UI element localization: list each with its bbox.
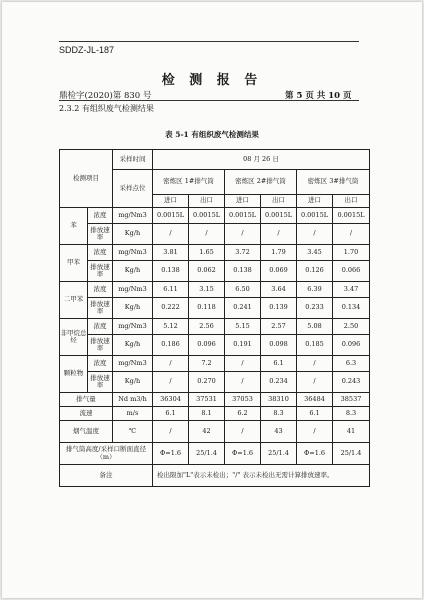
value-cell: 36304 — [153, 393, 189, 407]
value-cell: 5.12 — [153, 319, 189, 335]
unit-cell: Kg/h — [113, 261, 153, 282]
remark-text: 检出限加"L"表示未检出；"/" 表示未检出无需计算排放速率。 — [153, 465, 370, 487]
value-cell: 6.1 — [153, 407, 189, 421]
header-point: 采样点位 — [113, 170, 153, 208]
value-cell: 0.096 — [189, 335, 225, 356]
table-caption: 表 5-1 有组织废气检测结果 — [165, 130, 259, 139]
metric-label: 排放速率 — [88, 224, 113, 245]
value-cell: 0.243 — [333, 372, 370, 393]
metric-label: 排放速率 — [88, 372, 113, 393]
value-cell: / — [297, 372, 333, 393]
value-cell: 6.1 — [261, 356, 297, 372]
value-cell: / — [225, 372, 261, 393]
value-cell: 6.39 — [297, 282, 333, 298]
value-cell: 38310 — [261, 393, 297, 407]
section-heading: 2.3.2 有组织废气检测结果 — [59, 104, 154, 113]
value-cell: 0.222 — [153, 298, 189, 319]
value-cell: 6.3 — [333, 356, 370, 372]
value-cell: Φ=1.6 — [297, 443, 333, 465]
header-io: 出口 — [261, 195, 297, 208]
value-cell: 0.0015L — [297, 208, 333, 224]
table-row — [60, 421, 370, 443]
header-item: 检测项目 — [60, 150, 113, 208]
value-cell: 3.15 — [189, 282, 225, 298]
extra-label: 排气量 — [60, 393, 113, 407]
table-row — [60, 407, 370, 421]
report-title: 检 测 报 告 — [161, 73, 263, 88]
value-cell: 25/1.4 — [333, 443, 370, 465]
value-cell: 6.1 — [297, 407, 333, 421]
value-cell: 0.096 — [333, 335, 370, 356]
value-cell: / — [189, 224, 225, 245]
table-row — [60, 443, 370, 465]
unit-cell: Nd m3/h — [113, 393, 153, 407]
extra-label: 烟气温度 — [60, 421, 113, 443]
remark-label: 备注 — [60, 465, 153, 487]
header-io: 进口 — [153, 195, 189, 208]
header-zone-1: 密炼区 1#排气筒 — [153, 170, 225, 195]
value-cell: 2.56 — [189, 319, 225, 335]
value-cell: 0.138 — [225, 261, 261, 282]
value-cell: 0.0015L — [225, 208, 261, 224]
unit-cell: Kg/h — [113, 372, 153, 393]
value-cell: 25/1.4 — [189, 443, 225, 465]
value-cell: Φ=1.6 — [153, 443, 189, 465]
value-cell: / — [297, 356, 333, 372]
value-cell: 0.138 — [153, 261, 189, 282]
header-time: 采样时间 — [113, 150, 153, 170]
metric-label: 浓度 — [88, 245, 113, 261]
report-number: 鼎检字(2020)第 830 号 — [59, 91, 152, 101]
value-cell: 0.118 — [189, 298, 225, 319]
value-cell: / — [333, 224, 370, 245]
value-cell: 6.50 — [225, 282, 261, 298]
header-zone-2: 密炼区 2#排气筒 — [225, 170, 297, 195]
header-io: 进口 — [297, 195, 333, 208]
results-table — [59, 149, 370, 487]
value-cell: 3.81 — [153, 245, 189, 261]
table-row — [60, 335, 370, 356]
value-cell: 5.15 — [225, 319, 261, 335]
results-table-body — [60, 150, 370, 487]
extra-label: 流速 — [60, 407, 113, 421]
value-cell: Φ=1.6 — [225, 443, 261, 465]
table-row — [60, 224, 370, 245]
value-cell: / — [153, 224, 189, 245]
unit-cell: Kg/h — [113, 335, 153, 356]
unit-cell: m/s — [113, 407, 153, 421]
metric-label: 浓度 — [88, 208, 113, 224]
metric-label: 排放速率 — [88, 335, 113, 356]
table-row — [60, 261, 370, 282]
value-cell: 0.0015L — [189, 208, 225, 224]
pollutant-name: 甲苯 — [60, 245, 88, 282]
metric-label: 排放速率 — [88, 298, 113, 319]
table-row — [60, 356, 370, 372]
unit-cell: mg/Nm3 — [113, 319, 153, 335]
unit-cell: ℃ — [113, 421, 153, 443]
table-row — [60, 208, 370, 224]
pollutant-name: 非甲烷总烃 — [60, 319, 88, 356]
value-cell: / — [153, 372, 189, 393]
value-cell: 8.3 — [333, 407, 370, 421]
value-cell: 6.11 — [153, 282, 189, 298]
value-cell: 1.70 — [333, 245, 370, 261]
value-cell: 0.139 — [261, 298, 297, 319]
table-row — [60, 245, 370, 261]
value-cell: 0.134 — [333, 298, 370, 319]
unit-cell: Kg/h — [113, 298, 153, 319]
page-info: 第 5 页 共 10 页 — [285, 91, 352, 101]
value-cell: 0.241 — [225, 298, 261, 319]
table-row — [60, 282, 370, 298]
value-cell: / — [153, 421, 189, 443]
value-cell: / — [297, 224, 333, 245]
value-cell: 38537 — [333, 393, 370, 407]
value-cell: 7.2 — [189, 356, 225, 372]
value-cell: 2.50 — [333, 319, 370, 335]
value-cell: 37053 — [225, 393, 261, 407]
value-cell: 3.45 — [297, 245, 333, 261]
value-cell: / — [225, 224, 261, 245]
value-cell: 0.0015L — [261, 208, 297, 224]
header-zone-3: 密炼区 3#排气筒 — [297, 170, 370, 195]
value-cell: 0.234 — [261, 372, 297, 393]
value-cell: 0.062 — [189, 261, 225, 282]
title-rule — [59, 100, 359, 101]
table-row — [60, 393, 370, 407]
table-row — [60, 372, 370, 393]
value-cell: 0.233 — [297, 298, 333, 319]
header-io: 出口 — [333, 195, 370, 208]
report-page — [2, 2, 422, 598]
header-io: 出口 — [189, 195, 225, 208]
unit-cell: Kg/h — [113, 224, 153, 245]
value-cell: / — [225, 356, 261, 372]
metric-label: 排放速率 — [88, 261, 113, 282]
header-date: 08 月 26 日 — [153, 150, 370, 170]
doc-code: SDDZ-JL-187 — [59, 45, 115, 55]
value-cell: 0.0015L — [153, 208, 189, 224]
value-cell: 42 — [189, 421, 225, 443]
value-cell: / — [261, 224, 297, 245]
pollutant-name: 颗粒物 — [60, 356, 88, 393]
value-cell: / — [225, 421, 261, 443]
value-cell: 3.72 — [225, 245, 261, 261]
value-cell: 8.3 — [261, 407, 297, 421]
table-row — [60, 298, 370, 319]
value-cell: 0.186 — [153, 335, 189, 356]
value-cell: 0.0015L — [333, 208, 370, 224]
value-cell: 0.191 — [225, 335, 261, 356]
value-cell: 43 — [261, 421, 297, 443]
value-cell: 3.64 — [261, 282, 297, 298]
metric-label: 浓度 — [88, 356, 113, 372]
value-cell: 0.069 — [261, 261, 297, 282]
value-cell: 1.65 — [189, 245, 225, 261]
value-cell: 41 — [333, 421, 370, 443]
value-cell: 37531 — [189, 393, 225, 407]
stack-label: 排气筒高度/采样口断面直径（m） — [60, 443, 153, 465]
unit-cell: mg/Nm3 — [113, 245, 153, 261]
value-cell: 2.57 — [261, 319, 297, 335]
value-cell: 6.2 — [225, 407, 261, 421]
value-cell: 8.1 — [189, 407, 225, 421]
pollutant-name: 二甲苯 — [60, 282, 88, 319]
value-cell: 5.08 — [297, 319, 333, 335]
pollutant-name: 苯 — [60, 208, 88, 245]
metric-label: 浓度 — [88, 282, 113, 298]
value-cell: 0.270 — [189, 372, 225, 393]
value-cell: / — [153, 356, 189, 372]
value-cell: 3.47 — [333, 282, 370, 298]
value-cell: 25/1.4 — [261, 443, 297, 465]
metric-label: 浓度 — [88, 319, 113, 335]
header-rule — [59, 41, 359, 42]
value-cell: 0.098 — [261, 335, 297, 356]
value-cell: 1.79 — [261, 245, 297, 261]
value-cell: / — [297, 421, 333, 443]
unit-cell: mg/Nm3 — [113, 356, 153, 372]
value-cell: 0.185 — [297, 335, 333, 356]
header-io: 进口 — [225, 195, 261, 208]
value-cell: 0.066 — [333, 261, 370, 282]
table-row — [60, 319, 370, 335]
table-row — [60, 465, 370, 487]
unit-cell: mg/Nm3 — [113, 208, 153, 224]
value-cell: 0.126 — [297, 261, 333, 282]
value-cell: 36484 — [297, 393, 333, 407]
unit-cell: mg/Nm3 — [113, 282, 153, 298]
